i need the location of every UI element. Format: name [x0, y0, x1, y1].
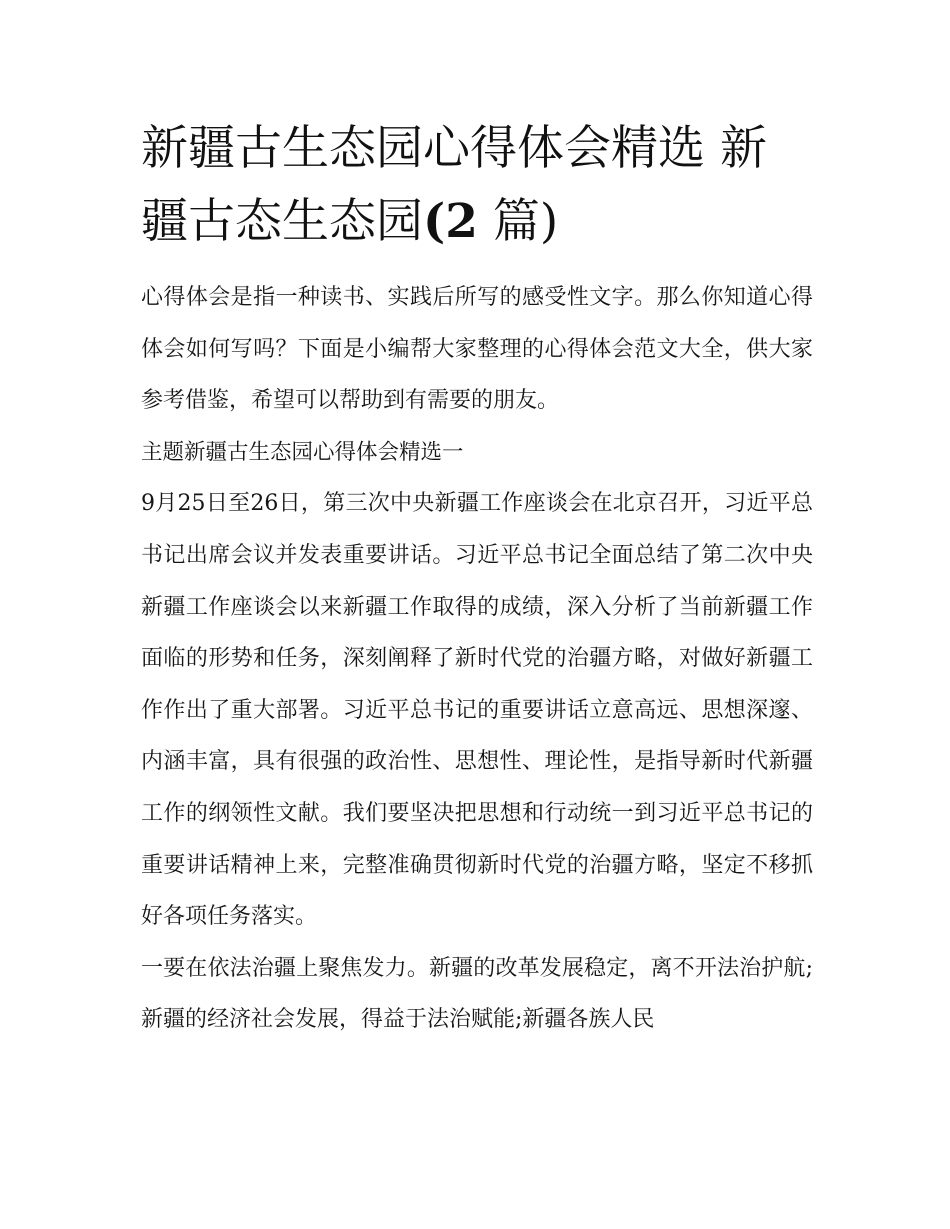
section-heading: 主题新疆古生态园心得体会精选一	[141, 439, 464, 465]
document-title	[141, 112, 813, 258]
body-paragraph: 一要在依法治疆上聚焦发力。新疆的改革发展稳定，离不开法治护航;新疆的经济社会发展，得益于法治赋能;新疆各族人民	[141, 955, 813, 1033]
title-text: 新疆古生态园心得体会精选 新疆古态生态园	[141, 121, 767, 249]
document-body	[141, 272, 813, 1046]
document-content	[141, 112, 813, 1046]
body-paragraph: 9月25日至26日，第三次中央新疆工作座谈会在北京召开，习近平总书记出席会议并发表重要讲话。习近平总书记全面总结了第二次中央新疆工作座谈会以来新疆工作取得的成绩，深入分析了当前新疆工作面临的形势和任务，深刻阐释了新时代党的治疆方略，对做好新疆工作作出了重大部署。习近平总书记的重要讲话立意高远、思想深邃、内涵丰富，具有很强的政治性、思想性、理论性，是指导新时代新疆工作的纲领性文献。我们要坚决把思想和行动统一到习近平总书记的重要讲话精神上来，完整准确贯彻新时代党的治疆方略，坚定不移抓好各项任务落实。	[141, 491, 813, 930]
title-count: (2	[423, 194, 478, 249]
intro-paragraph: 心得体会是指一种读书、实践后所写的感受性文字。那么你知道心得体会如何写吗？下面是小编帮大家整理的心得体会范文大全，供大家参考借鉴，希望可以帮助到有需要的朋友。	[141, 285, 813, 414]
title-suffix: 篇)	[477, 194, 559, 249]
